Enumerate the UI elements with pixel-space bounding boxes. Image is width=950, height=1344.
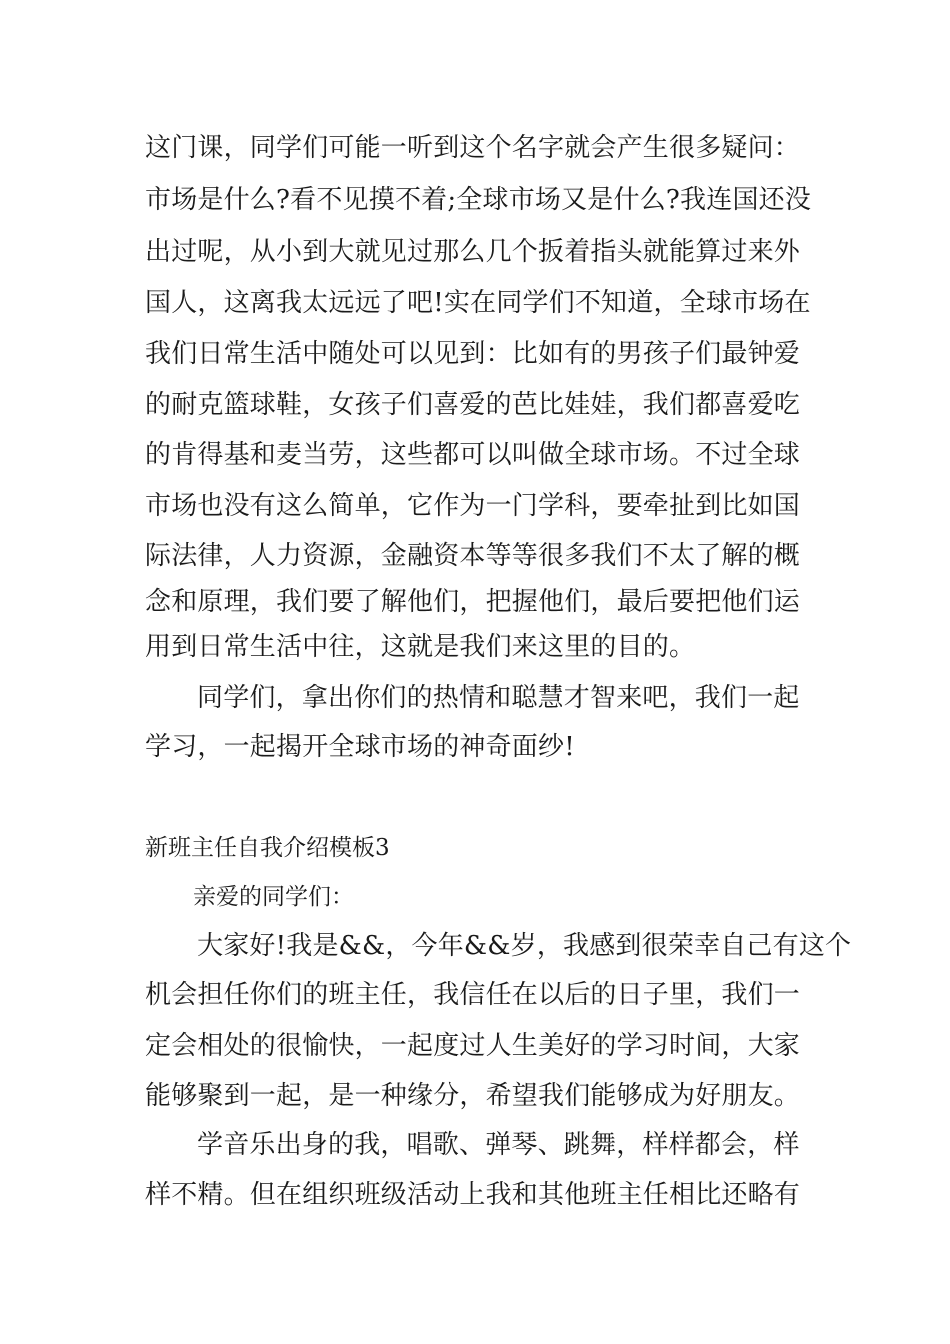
paragraph-line: 市场也没有这么简单，它作为一门学科，要牵扯到比如国	[145, 491, 801, 521]
paragraph-line: 念和原理，我们要了解他们，把握他们，最后要把他们运	[145, 587, 801, 617]
salutation: 亲爱的同学们：	[193, 884, 354, 910]
paragraph-line: 用到日常生活中往，这就是我们来这里的目的。	[145, 632, 696, 662]
paragraph-line: 机会担任你们的班主任，我信任在以后的日子里，我们一	[145, 980, 801, 1010]
paragraph-line: 同学们，拿出你们的热情和聪慧才智来吧，我们一起	[197, 683, 800, 713]
paragraph-line: 的耐克篮球鞋，女孩子们喜爱的芭比娃娃，我们都喜爱吃	[145, 390, 801, 420]
paragraph-line: 能够聚到一起，是一种缘分，希望我们能够成为好朋友。	[145, 1081, 801, 1111]
paragraph-line: 的肯得基和麦当劳，这些都可以叫做全球市场。不过全球	[145, 440, 801, 470]
paragraph-line: 定会相处的很愉快，一起度过人生美好的学习时间，大家	[145, 1031, 801, 1061]
paragraph-line: 国人，这离我太远远了吧!实在同学们不知道，全球市场在	[145, 288, 811, 318]
section-heading: 新班主任自我介绍模板3	[145, 835, 390, 861]
paragraph-line: 出过呢，从小到大就见过那么几个扳着指头就能算过来外	[145, 237, 801, 267]
paragraph-line: 大家好!我是&&，今年&&岁，我感到很荣幸自己有这个	[197, 931, 852, 961]
paragraph-line: 际法律，人力资源，金融资本等等很多我们不太了解的概	[145, 541, 801, 571]
paragraph-line: 学音乐出身的我，唱歌、弹琴、跳舞，样样都会，样	[197, 1130, 800, 1160]
paragraph-line: 市场是什么?看不见摸不着;全球市场又是什么?我连国还没	[145, 185, 812, 215]
paragraph-line: 样不精。但在组织班级活动上我和其他班主任相比还略有	[145, 1180, 801, 1210]
paragraph-line: 这门课，同学们可能一听到这个名字就会产生很多疑问：	[145, 133, 801, 163]
paragraph-line: 学习，一起揭开全球市场的神奇面纱!	[145, 732, 575, 762]
paragraph-line: 我们日常生活中随处可以见到：比如有的男孩子们最钟爱	[145, 339, 801, 369]
